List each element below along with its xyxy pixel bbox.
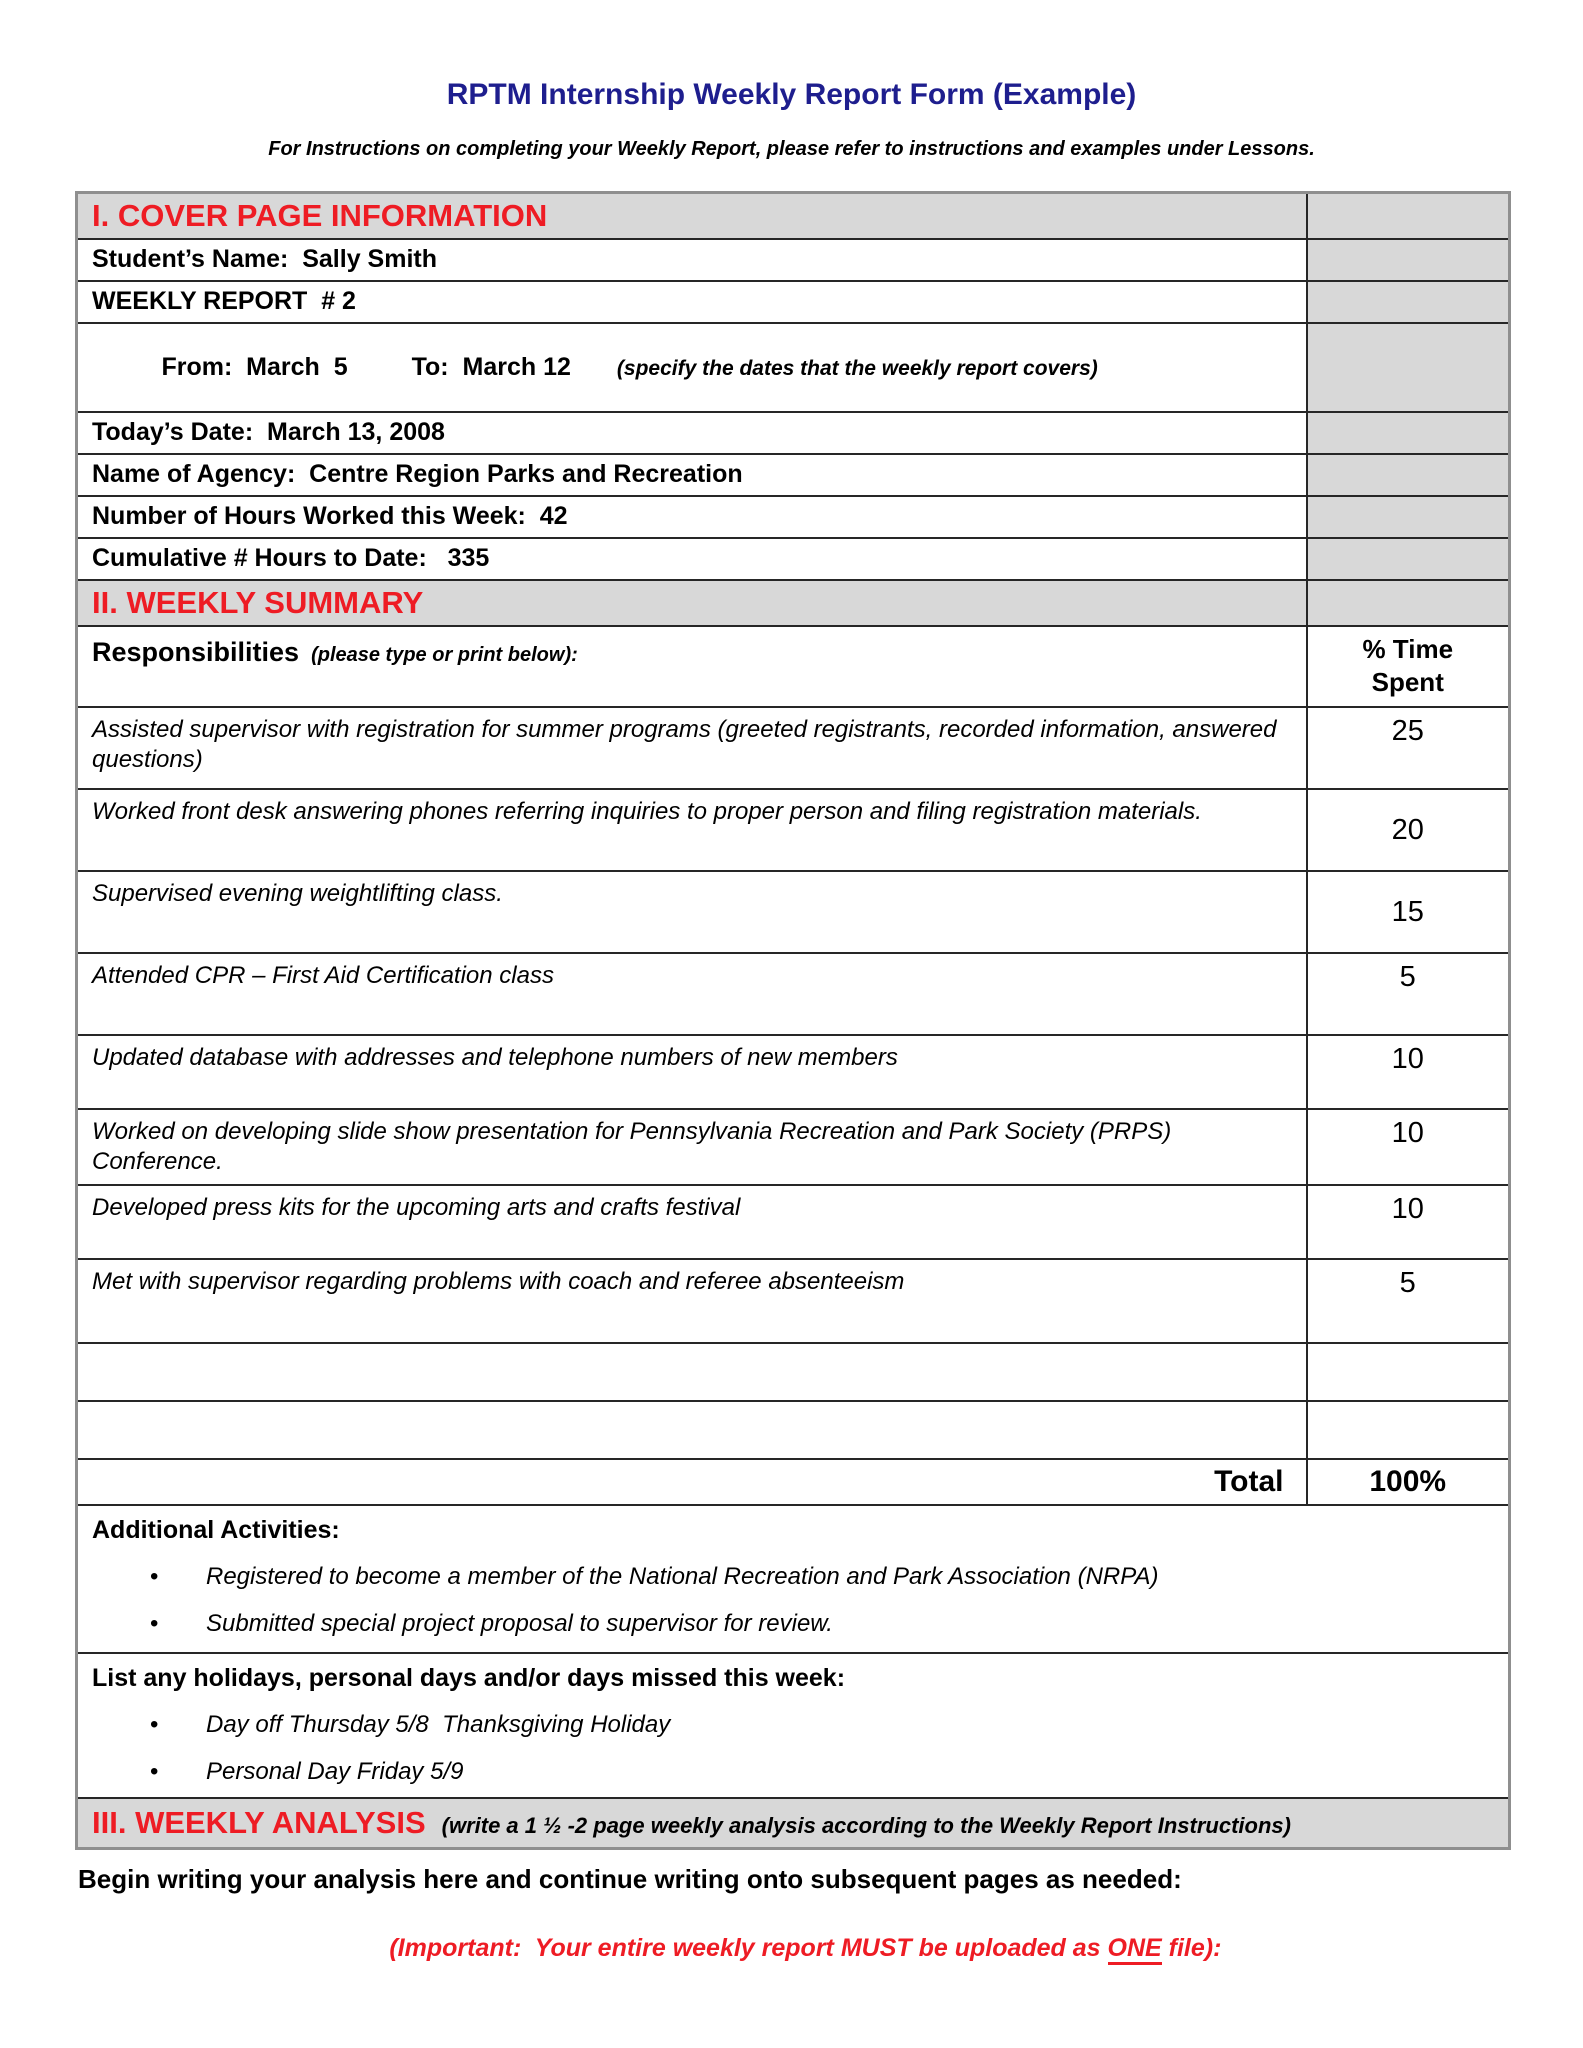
shaded-side-cell: [1307, 281, 1510, 323]
shaded-side-cell: [1307, 239, 1510, 281]
info-row-hours-worked: [77, 496, 1510, 538]
important-note-prefix: (Important: Your entire weekly report MUST be uploaded as: [389, 1933, 1108, 1962]
section-header-weekly-summary: [77, 580, 1510, 626]
responsibilities-header-cell: [77, 626, 1307, 708]
additional-activity-text: Registered to become a member of the National Recreation and Park Association (NRPA): [206, 1563, 1159, 1591]
holidays-cell: [77, 1653, 1510, 1798]
shaded-side-cell: [1307, 412, 1510, 454]
holiday-text: Personal Day Friday 5/9: [206, 1758, 464, 1786]
section-header-cover: [77, 193, 1510, 239]
activity-text: Updated database with addresses and telephone numbers of new members: [77, 1035, 1307, 1109]
additional-activities-row: [77, 1505, 1510, 1653]
important-note-emphasis: ONE: [1108, 1934, 1162, 1965]
activity-text: Supervised evening weightlifting class.: [77, 871, 1307, 953]
info-row-todays-date: [77, 412, 1510, 454]
empty-activity-cell: [77, 1401, 1307, 1459]
activity-row: [77, 953, 1510, 1035]
summary-section-side-cell: [1307, 580, 1510, 626]
activity-percent: 25: [1307, 707, 1510, 789]
cover-section-heading: I. COVER PAGE INFORMATION: [77, 193, 1307, 239]
activity-row: [77, 1259, 1510, 1343]
cumulative-hours-text: Cumulative # Hours to Date: 335: [77, 538, 1307, 580]
analysis-section-heading: III. WEEKLY ANALYSIS: [92, 1804, 426, 1840]
activity-row: [77, 789, 1510, 871]
responsibilities-label: Responsibilities: [92, 636, 300, 667]
additional-activity-text: Submitted special project proposal to supervisor for review.: [206, 1610, 833, 1638]
date-range-cell: [77, 323, 1307, 412]
activity-percent: 5: [1307, 1259, 1510, 1343]
empty-activity-cell: [77, 1343, 1307, 1401]
holiday-text: Day off Thursday 5/8 Thanksgiving Holiday: [206, 1711, 671, 1739]
page-subtitle: For Instructions on completing your Weekly Report, please refer to instructions and examples under Lessons.: [268, 138, 1315, 160]
info-row-date-range: [77, 323, 1510, 412]
list-item: [150, 1562, 1494, 1592]
date-to-text: To: March 12: [411, 352, 571, 381]
cover-section-side-cell: [1307, 193, 1510, 239]
list-item: [150, 1757, 1494, 1787]
important-note-suffix: file):: [1161, 1933, 1222, 1962]
activity-percent: 20: [1307, 789, 1510, 871]
list-item: [150, 1609, 1494, 1639]
total-value: 100%: [1307, 1459, 1510, 1505]
additional-activities-cell: [77, 1505, 1510, 1653]
bullet-icon: •: [150, 1758, 159, 1786]
activity-percent: 15: [1307, 871, 1510, 953]
info-row-weekly-report-number: [77, 281, 1510, 323]
info-row-cumulative-hours: [77, 538, 1510, 580]
activity-percent: 10: [1307, 1035, 1510, 1109]
activity-row: [77, 1035, 1510, 1109]
date-range-note: (specify the dates that the weekly report covers): [616, 356, 1098, 380]
info-row-student-name: [77, 239, 1510, 281]
holidays-heading: List any holidays, personal days and/or days missed this week:: [92, 1664, 846, 1693]
shaded-side-cell: [1307, 454, 1510, 496]
student-name-text: Student’s Name: Sally Smith: [77, 239, 1307, 281]
list-item: [150, 1710, 1494, 1740]
activity-percent: 10: [1307, 1185, 1510, 1259]
responsibilities-note: (please type or print below):: [311, 643, 578, 666]
activity-text: Attended CPR – First Aid Certification class: [77, 953, 1307, 1035]
todays-date-text: Today’s Date: March 13, 2008: [77, 412, 1307, 454]
activity-percent: 5: [1307, 953, 1510, 1035]
activity-text: Assisted supervisor with registration for summer programs (greeted registrants, recorded information, answered questions): [77, 707, 1307, 789]
empty-activity-row: [77, 1401, 1510, 1459]
activity-row: [77, 1109, 1510, 1185]
summary-section-heading: II. WEEKLY SUMMARY: [77, 580, 1307, 626]
activity-text: Developed press kits for the upcoming arts and crafts festival: [77, 1185, 1307, 1259]
shaded-side-cell: [1307, 496, 1510, 538]
analysis-section-note: (write a 1 ½ -2 page weekly analysis according to the Weekly Report Instructions): [441, 1812, 1291, 1838]
bullet-icon: •: [150, 1563, 159, 1591]
total-label: Total: [77, 1459, 1307, 1505]
important-upload-note: [75, 1905, 1508, 1992]
empty-percent-cell: [1307, 1401, 1510, 1459]
report-table: [75, 191, 1511, 1850]
shaded-side-cell: [1307, 538, 1510, 580]
time-spent-header-cell: % Time Spent: [1307, 626, 1510, 708]
page-title: RPTM Internship Weekly Report Form (Example): [446, 78, 1137, 111]
activity-percent: 10: [1307, 1109, 1510, 1185]
date-from-text: From: March 5: [161, 352, 348, 381]
holidays-row: [77, 1653, 1510, 1798]
bullet-icon: •: [150, 1711, 159, 1739]
section-header-weekly-analysis: [77, 1798, 1510, 1848]
activity-text: Met with supervisor regarding problems with coach and referee absenteeism: [77, 1259, 1307, 1343]
hours-worked-text: Number of Hours Worked this Week: 42: [77, 496, 1307, 538]
activity-text: Worked on developing slide show presentation for Pennsylvania Recreation and Park Society (PRPS) Conference.: [77, 1109, 1307, 1185]
info-row-agency-name: [77, 454, 1510, 496]
shaded-side-cell: [1307, 323, 1510, 412]
additional-activities-heading: Additional Activities:: [92, 1516, 340, 1545]
activity-row: [77, 707, 1510, 789]
activity-text: Worked front desk answering phones referring inquiries to proper person and filing registration materials.: [77, 789, 1307, 871]
responsibilities-header-row: [77, 626, 1510, 708]
total-row: [77, 1459, 1510, 1505]
analysis-start-instruction: Begin writing your analysis here and continue writing onto subsequent pages as needed:: [78, 1863, 1182, 1894]
activity-row: [77, 871, 1510, 953]
empty-activity-row: [77, 1343, 1510, 1401]
agency-name-text: Name of Agency: Centre Region Parks and Recreation: [77, 454, 1307, 496]
empty-percent-cell: [1307, 1343, 1510, 1401]
bullet-icon: •: [150, 1610, 159, 1638]
analysis-header-cell: [77, 1798, 1510, 1848]
activity-row: [77, 1185, 1510, 1259]
weekly-report-number-text: WEEKLY REPORT # 2: [77, 281, 1307, 323]
